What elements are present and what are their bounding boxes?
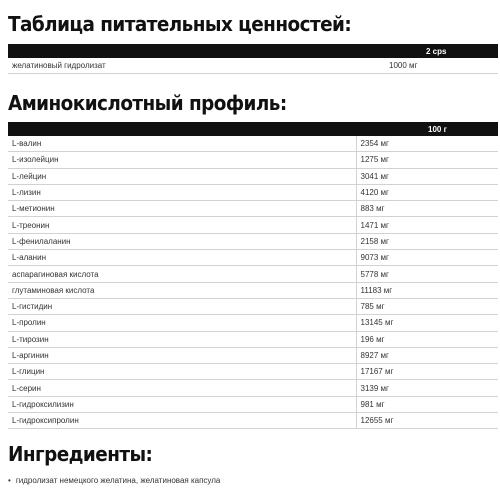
nutrient-amount: 3139 мг bbox=[356, 380, 498, 396]
nutrient-name: L-тирозин bbox=[8, 331, 356, 347]
table-row bbox=[8, 168, 498, 184]
table-row bbox=[8, 298, 498, 314]
table-row bbox=[8, 364, 498, 380]
nutrient-name: глутаминовая кислота bbox=[8, 282, 356, 298]
nutrient-name: L-аргинин bbox=[8, 347, 356, 363]
amino-profile-table bbox=[8, 122, 498, 429]
nutrient-amount: 5778 мг bbox=[356, 266, 498, 282]
nutrient-amount: 196 мг bbox=[356, 331, 498, 347]
nutrition-title: Таблица питательных ценностей: bbox=[8, 12, 352, 36]
table-row bbox=[8, 347, 498, 363]
nutrient-amount: 13145 мг bbox=[356, 315, 498, 331]
nutrient-name: L-треонин bbox=[8, 217, 356, 233]
nutrient-amount: 4120 мг bbox=[356, 184, 498, 200]
table-row bbox=[8, 413, 498, 429]
nutrient-name: L-гидроксилизин bbox=[8, 396, 356, 412]
nutrient-name: L-изолейцин bbox=[8, 152, 356, 168]
table-row bbox=[8, 331, 498, 347]
amino-profile-title: Аминокислотный профиль: bbox=[8, 91, 287, 115]
amino-table-body bbox=[8, 136, 498, 429]
nutrient-name: L-валин bbox=[8, 136, 356, 152]
nutrient-amount: 1275 мг bbox=[356, 152, 498, 168]
nutrient-amount: 2158 мг bbox=[356, 233, 498, 249]
nutrient-name: L-фенилаланин bbox=[8, 233, 356, 249]
nutrient-name: L-лизин bbox=[8, 184, 356, 200]
table-row bbox=[8, 233, 498, 249]
nutrient-name: L-гистидин bbox=[8, 298, 356, 314]
list-item: • гидролизат немецкого желатина, желатиновая капсула bbox=[8, 476, 220, 485]
table-row bbox=[8, 396, 498, 412]
nutrition-header-empty bbox=[8, 44, 363, 58]
nutrient-amount: 883 мг bbox=[356, 201, 498, 217]
nutrition-header-value: 2 cps bbox=[363, 44, 498, 58]
nutrient-name: L-лейцин bbox=[8, 168, 356, 184]
table-row bbox=[8, 380, 498, 396]
amino-header-value: 100 г bbox=[356, 122, 498, 136]
nutrition-table bbox=[8, 44, 498, 74]
table-row bbox=[8, 58, 498, 74]
nutrient-name: желатиновый гидролизат bbox=[8, 58, 363, 74]
ingredients-list bbox=[8, 476, 220, 485]
nutrient-amount: 11183 мг bbox=[356, 282, 498, 298]
table-row bbox=[8, 184, 498, 200]
ingredients-title: Ингредиенты: bbox=[8, 442, 153, 466]
table-row bbox=[8, 152, 498, 168]
table-row bbox=[8, 217, 498, 233]
table-row bbox=[8, 136, 498, 152]
nutrient-amount: 17167 мг bbox=[356, 364, 498, 380]
nutrient-amount: 785 мг bbox=[356, 298, 498, 314]
nutrient-amount: 9073 мг bbox=[356, 250, 498, 266]
amino-header-row bbox=[8, 122, 498, 136]
nutrient-name: L-серин bbox=[8, 380, 356, 396]
nutrient-name: аспарагиновая кислота bbox=[8, 266, 356, 282]
nutrient-amount: 1000 мг bbox=[363, 58, 498, 74]
nutrient-name: L-глицин bbox=[8, 364, 356, 380]
table-row bbox=[8, 201, 498, 217]
nutrient-name: L-гидроксипролин bbox=[8, 413, 356, 429]
nutrient-amount: 3041 мг bbox=[356, 168, 498, 184]
table-row bbox=[8, 250, 498, 266]
nutrient-amount: 12655 мг bbox=[356, 413, 498, 429]
nutrient-name: L-аланин bbox=[8, 250, 356, 266]
nutrient-amount: 1471 мг bbox=[356, 217, 498, 233]
nutrient-amount: 8927 мг bbox=[356, 347, 498, 363]
nutrition-header-row bbox=[8, 44, 498, 58]
table-row bbox=[8, 315, 498, 331]
table-row bbox=[8, 266, 498, 282]
nutrition-table-body bbox=[8, 58, 498, 74]
table-row bbox=[8, 282, 498, 298]
nutrient-name: L-метионин bbox=[8, 201, 356, 217]
nutrient-amount: 2354 мг bbox=[356, 136, 498, 152]
nutrient-name: L-пролин bbox=[8, 315, 356, 331]
amino-header-empty bbox=[8, 122, 356, 136]
nutrient-amount: 981 мг bbox=[356, 396, 498, 412]
